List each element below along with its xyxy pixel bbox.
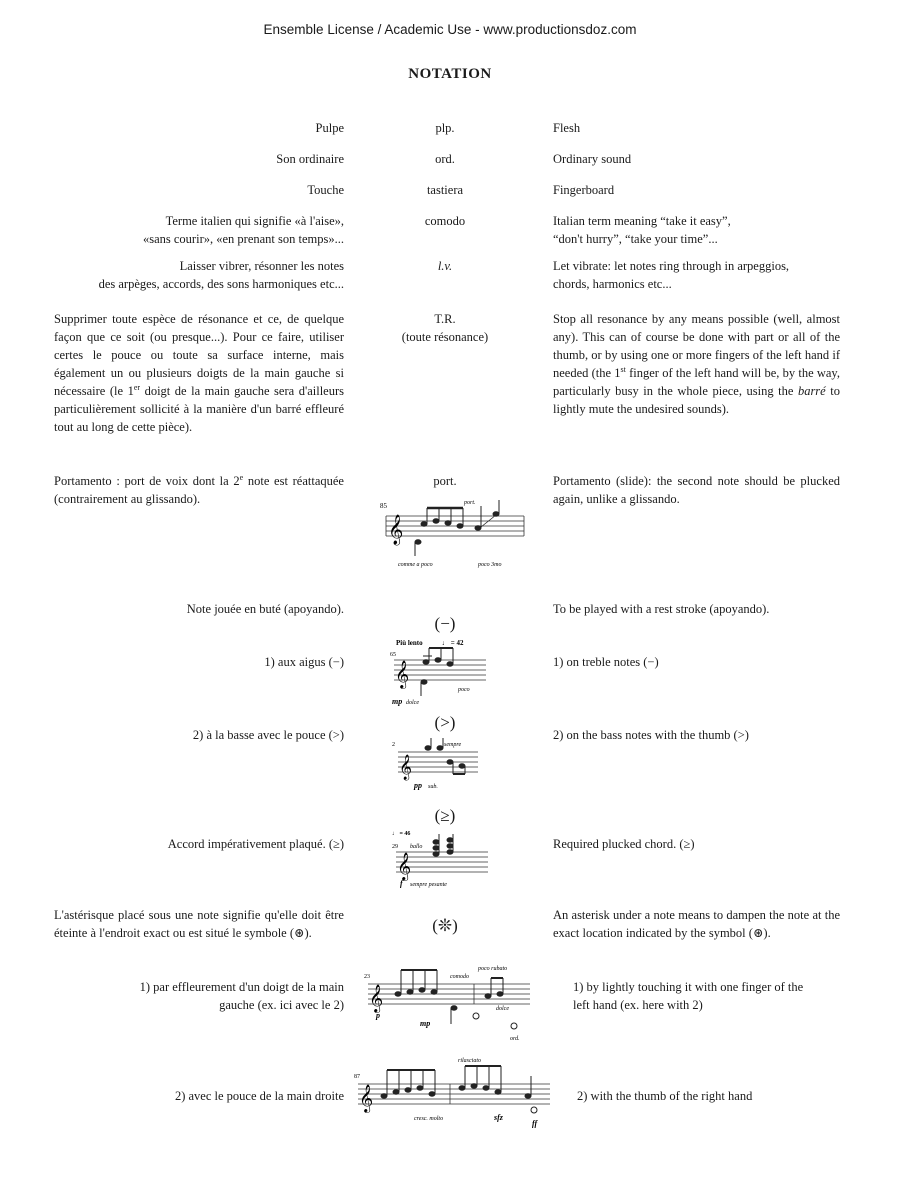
- accent-tenuto-symbol: (≥): [434, 806, 456, 825]
- measure-number: 65: [390, 652, 396, 658]
- english-text: 1) by lightly touching it with one finger of the left hand (ex. here with 2): [573, 980, 804, 1012]
- french-text: 1) par effleurement d'un doigt de la main gauche (ex. ici avec le 2): [139, 980, 344, 1012]
- expression-mark: sempre pesante: [410, 882, 447, 888]
- score-apoyando-bass: [392, 736, 482, 798]
- english-text: Stop all resonance by any means possible (well, almost any). This can of course be done with part or all of the thumb, or by using one or more fingers of the left hand if needed (the 1st finger of the left hand will be, by the way, particularly busy in the whole piece, using the barré to lightly mute the undesired sounds).: [553, 312, 840, 416]
- english-text: Flesh: [553, 121, 581, 135]
- score-damp-thumb: [354, 1052, 554, 1130]
- svg-text:𝄞: 𝄞: [399, 755, 413, 780]
- dynamic-mark: pp: [414, 781, 422, 790]
- score-chord: [392, 826, 492, 890]
- asterisk-symbol: (❊): [432, 916, 458, 935]
- score-mark: comodo: [450, 974, 469, 980]
- svg-text:𝄞: 𝄞: [359, 1084, 374, 1112]
- score-mark: poco 3mo: [478, 562, 502, 568]
- english-text: Italian term meaning “take it easy”, “don't hurry”, “take your time”...: [553, 214, 731, 246]
- tenuto-symbol: (−): [434, 614, 456, 633]
- english-text: Let vibrate: let notes ring through in arpeggios, chords, harmonics etc...: [553, 259, 790, 291]
- measure-number: 29: [392, 844, 398, 850]
- french-text: Laisser vibrer, résonner les notes des arpèges, accords, des sons harmoniques etc...: [98, 259, 344, 291]
- measure-number: 2: [392, 742, 395, 748]
- expression-mark: dolce: [496, 1006, 509, 1012]
- notation-symbol: comodo: [424, 214, 466, 228]
- english-text: 2) on the bass notes with the thumb (>): [553, 728, 749, 742]
- english-text: 2) with the thumb of the right hand: [577, 1089, 753, 1103]
- english-text: 1) on treble notes (−): [553, 655, 659, 669]
- french-text: 2) à la basse avec le pouce (>): [192, 728, 344, 742]
- french-text: Accord impérativement plaqué. (≥): [167, 837, 344, 851]
- expression-mark: cresc. molto: [414, 1116, 444, 1122]
- svg-text:𝄞: 𝄞: [388, 515, 404, 545]
- score-mark: rilasciato: [458, 1058, 482, 1064]
- french-text: Terme italien qui signifie «à l'aise», «sans courir», «en prenant son temps»...: [142, 214, 344, 246]
- french-text: 2) avec le pouce de la main droite: [174, 1089, 344, 1103]
- french-text: Portamento : port de voix dont la 2e note est réattaquée (contrairement au glissando).: [54, 472, 344, 506]
- score-mark: ord.: [510, 1036, 520, 1042]
- score-portamento: [378, 494, 528, 570]
- english-text: Required plucked chord. (≥): [553, 837, 695, 851]
- notation-symbol: port.: [433, 474, 457, 488]
- svg-text:𝄞: 𝄞: [369, 984, 384, 1012]
- svg-text:𝄞: 𝄞: [397, 852, 412, 880]
- french-text: Touche: [307, 183, 344, 197]
- french-text: Pulpe: [315, 121, 344, 135]
- page-title: NOTATION: [408, 66, 492, 82]
- notation-symbol: tastiera: [426, 183, 464, 197]
- dynamic-mark: mp: [420, 1019, 431, 1028]
- french-text: Son ordinaire: [276, 152, 344, 166]
- score-mark: poco rubato: [478, 966, 508, 972]
- accent-symbol: (>): [434, 713, 456, 732]
- expression-mark: dolce: [406, 700, 419, 706]
- french-text: L'astérisque placé sous une note signifie qu'elle doit être éteinte à l'endroit exact ou est situé le symbole (⊛).: [54, 908, 344, 940]
- english-text: Fingerboard: [553, 183, 615, 197]
- tempo-bpm: ♩ = 46: [392, 831, 411, 837]
- svg-text:𝄞: 𝄞: [395, 660, 410, 688]
- score-mark: port.: [464, 500, 476, 506]
- measure-number: 87: [354, 1074, 360, 1080]
- french-text: 1) aux aigus (−): [264, 655, 344, 669]
- expression-mark: sub.: [428, 784, 438, 790]
- notation-symbol: T.R. (toute résonance): [401, 312, 489, 344]
- license-header: Ensemble License / Academic Use - www.productionsdoz.com: [263, 22, 637, 37]
- score-mark: sempre: [444, 742, 462, 748]
- french-text: Note jouée en buté (apoyando).: [186, 602, 344, 616]
- dynamic-mark: mp: [392, 697, 403, 706]
- score-damp-left-hand: [364, 964, 534, 1044]
- notation-symbol: l.v.: [437, 259, 453, 273]
- notation-symbol: plp.: [435, 121, 455, 135]
- dynamic-mark: p: [376, 1011, 380, 1020]
- english-text: Ordinary sound: [553, 152, 632, 166]
- measure-number: 85: [380, 502, 387, 510]
- tempo-mark: Più lento: [396, 639, 423, 647]
- score-mark: comme a poco: [398, 562, 433, 568]
- english-text: Portamento (slide): the second note should be plucked again, unlike a glissando.: [553, 474, 840, 506]
- notation-symbol: ord.: [435, 152, 455, 166]
- tempo-bpm: ♩ = 42: [442, 639, 464, 647]
- dynamic-mark: f: [400, 879, 403, 888]
- score-mark: poco: [458, 687, 470, 693]
- measure-number: 23: [364, 974, 370, 980]
- dynamic-mark: sfz: [494, 1113, 503, 1122]
- score-mark: ballo: [410, 844, 423, 850]
- english-text: An asterisk under a note means to dampen the note at the exact location indicated by the symbol (⊛).: [553, 908, 840, 940]
- french-text: Supprimer toute espèce de résonance et ce, de quelque façon que ce soit (ou presque...). Pour ce faire, utiliser certes le pouce ou toute sa surface interne, mais également un ou plusieurs doigts de la main gauche si nécessaire (le 1er doigt de la main gauche sera d'ailleurs particulièrement sollicité à la manière d'un barré effleuré tout au long de cette pièce).: [54, 312, 344, 434]
- english-text: To be played with a rest stroke (apoyando).: [553, 602, 770, 616]
- score-apoyando-treble: [390, 636, 490, 710]
- dynamic-mark: ff: [532, 1119, 538, 1128]
